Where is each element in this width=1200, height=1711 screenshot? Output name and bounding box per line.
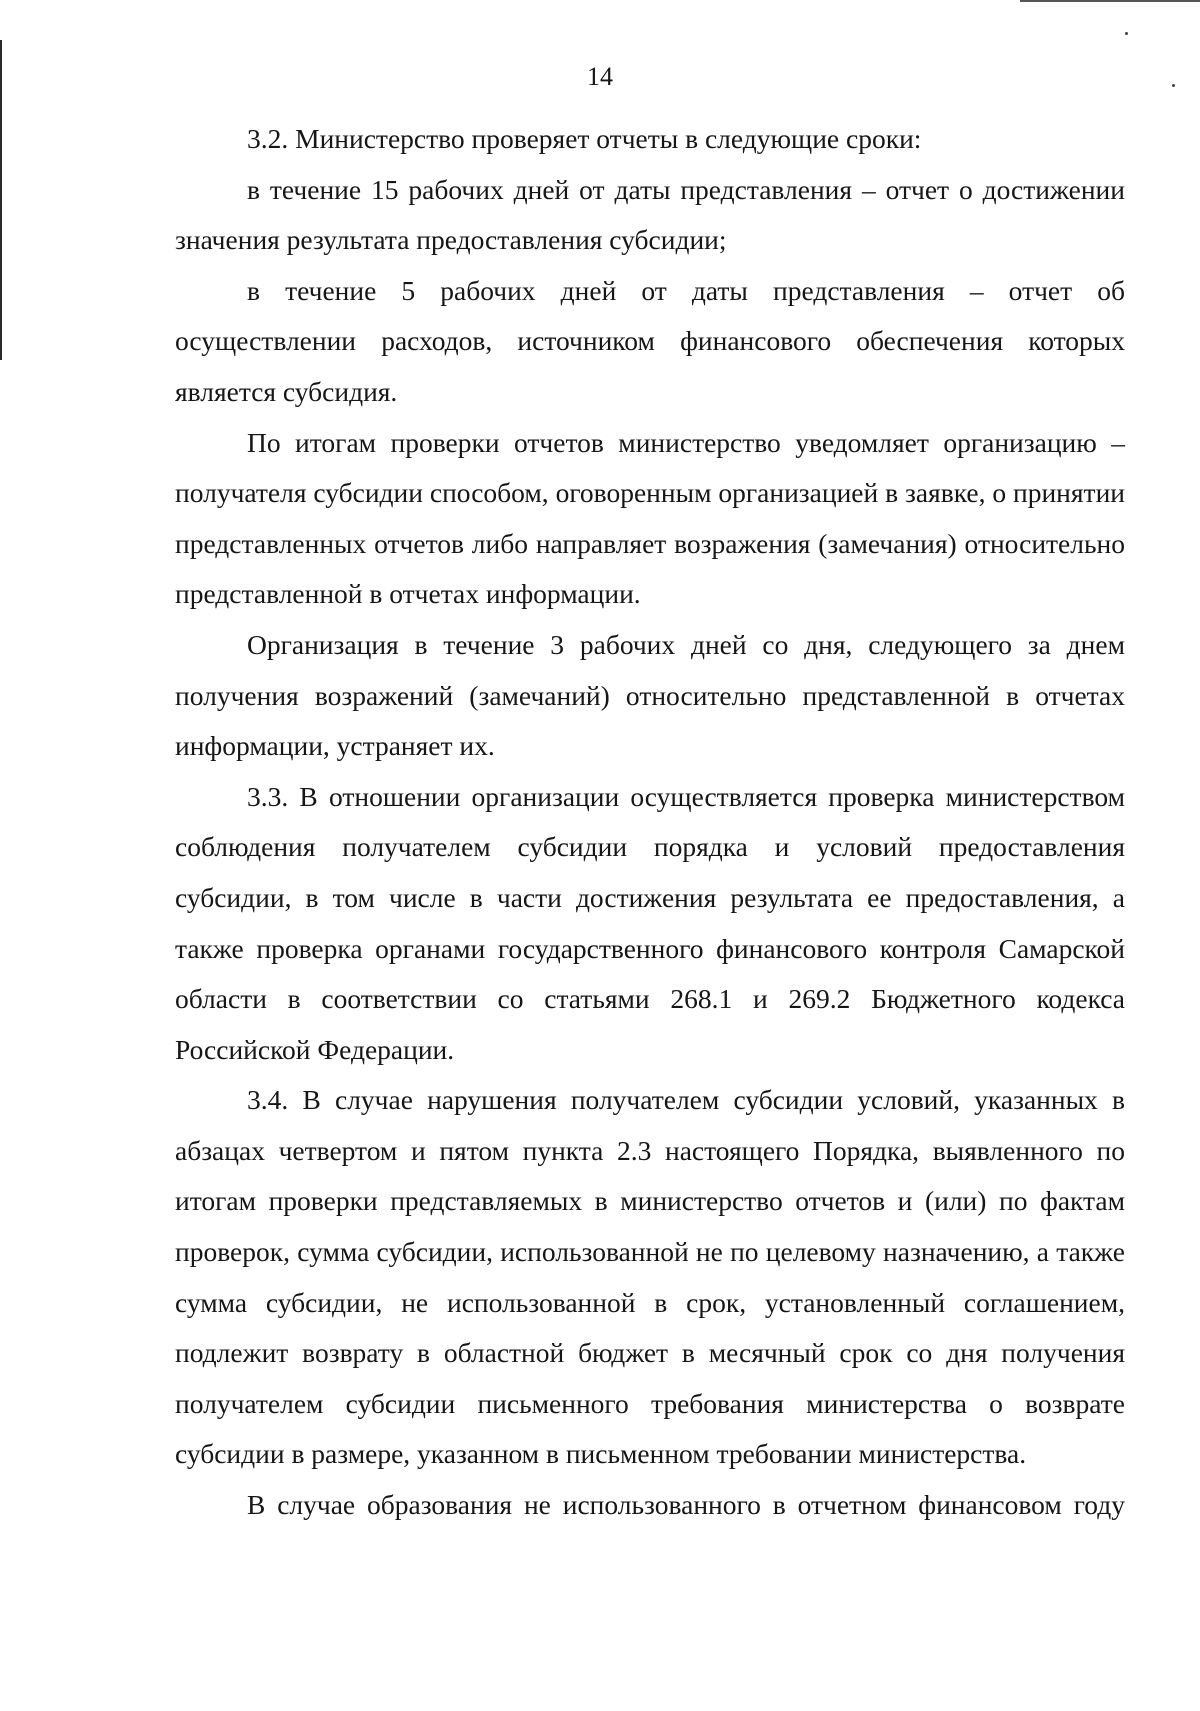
paragraph-report-results: в течение 15 рабочих дней от даты представления – отчет о достижении значения результата предоставления субсидии;: [175, 173, 1125, 256]
paragraph-report-expenses: в течение 5 рабочих дней от даты представления – отчет об осуществлении расходов, источником финансового обеспечения которых является субсидия.: [175, 274, 1125, 407]
page-number: 14: [587, 62, 613, 91]
paragraph-3-4: 3.4. В случае нарушения получателем субсидии условий, указанных в абзацах четвертом и пятом пункта 2.3 настоящего Порядка, выявленного по итогам проверки представляемых в министерство отчетов и (или) по фактам проверок, сумма субсидии, использованной не по целевому назначению, а также сумма субсидии, не использованной в срок, установленный соглашением, подлежит возврату в областной бюджет в месячный срок со дня получения получателем субсидии письменного требования министерства о возврате субсидии в размере, указанном в письменном требовании министерства.: [175, 1084, 1125, 1470]
paragraph-review-outcome: По итогам проверки отчетов министерство уведомляет организацию – получателя субсидии способом, оговоренным организацией в заявке, о принятии представленных отчетов либо направляет возражения (замечания) относительно представленной в отчетах информации.: [175, 426, 1125, 610]
paragraph-3-2: 3.2. Министерство проверяет отчеты в следующие сроки:: [247, 123, 922, 154]
scan-edge-top: [1020, 0, 1200, 2]
paragraph-unused-balance: В случае образования не использованного в отчетном финансовом году: [247, 1489, 1125, 1521]
scan-speck: [1125, 32, 1128, 35]
paragraph-objections: Организация в течение 3 рабочих дней со дня, следующего за днем получения возражений (замечаний) относительно представленной в отчетах информации, устраняет их.: [175, 628, 1125, 762]
paragraph-3-3: 3.3. В отношении организации осуществляется проверка министерством соблюдения получателем субсидии порядка и условий предоставления субсидии, в том числе в части достижения результата ее предоставления, а также проверка органами государственного финансового контроля Самарской области в соответствии со статьями 268.1 и 269.2 Бюджетного кодекса Российской Федерации.: [175, 780, 1125, 1065]
document-body: [175, 114, 1125, 1531]
